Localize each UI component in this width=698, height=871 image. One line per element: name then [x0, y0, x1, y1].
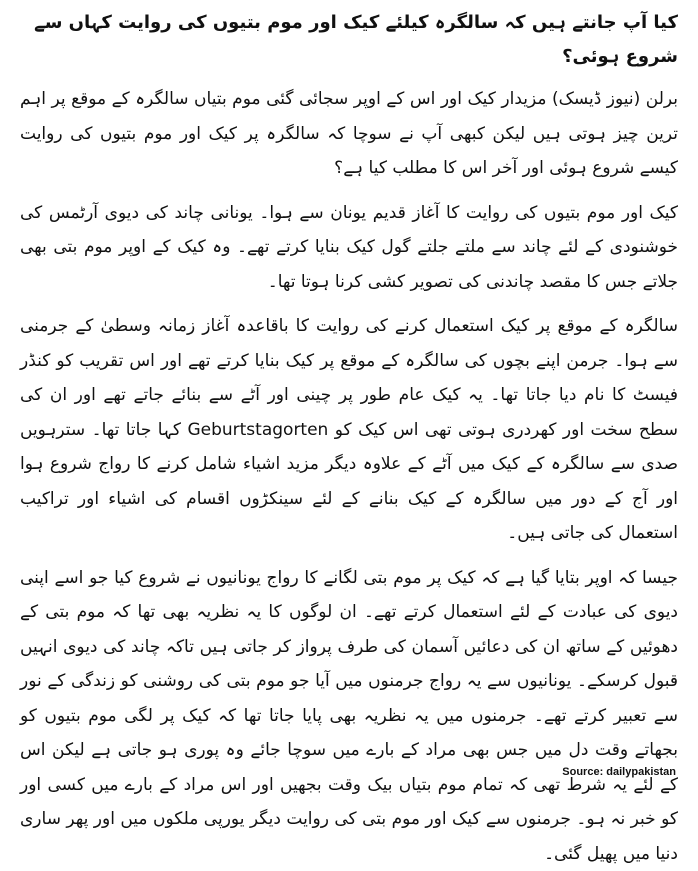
source-credit: Source: dailypakistan [562, 766, 676, 778]
article-paragraph-1: برلن (نیوز ڈیسک) مزیدار کیک اور اس کے اوپر سجائی گئی موم بتیاں سالگرہ کے موقع پر اہم ترین چیز ہوتی ہیں لیکن کبھی آپ نے سوچا کہ سالگرہ پر کیک اور موم بتیوں کی روایت کیسے شروع ہوئی اور آخر اس کا مطلب کیا ہے؟ [20, 82, 678, 186]
article-title: کیا آپ جانتے ہیں کہ سالگرہ کیلئے کیک اور موم بتیوں کی روایت کہاں سے شروع ہوئی؟ [20, 6, 678, 74]
article-paragraph-3: سالگرہ کے موقع پر کیک استعمال کرنے کی روایت کا باقاعدہ آغاز زمانہ وسطیٰ کے جرمنی سے ہوا۔ جرمن اپنے بچوں کی سالگرہ کے موقع پر کیک بنایا کرتے تھے اور اس تقریب کو کنڈر فیسٹ کا نام دیا جاتا تھا۔ یہ کیک عام طور پر چینی اور آٹے سے بنائے جاتے تھے اور ان کی سطح سخت اور کھردری ہوتی تھی اس کیک کو Geburtstagorten کہا جاتا تھا۔ سترہویں صدی سے سالگرہ کے کیک میں آٹے کے علاوہ دیگر مزید اشیاء شامل کرنے کا رواج شروع ہوا اور آج کے دور میں سالگرہ کے کیک بنانے کے لئے سینکڑوں اقسام کی اشیاء اور تراکیب استعمال کی جاتی ہیں۔ [20, 309, 678, 551]
article-paragraph-4: جیسا کہ اوپر بتایا گیا ہے کہ کیک پر موم بتی لگانے کا رواج یونانیوں نے شروع کیا جو اسے اپنی دیوی کی عبادت کے لئے استعمال کرتے تھے۔ ان لوگوں کا یہ نظریہ بھی تھا کہ موم بتی کے دھوئیں کے ساتھ ان کی دعائیں آسمان کی طرف پرواز کر جاتی ہیں تاکہ چاند کی دیوی انہیں قبول کرسکے۔ یونانیوں سے یہ رواج جرمنوں میں آیا جو موم بتی کی روشنی کو زندگی کے نور سے تعبیر کرتے تھے۔ جرمنوں میں یہ نظریہ بھی پایا جاتا تھا کہ کیک پر لگی موم بتیوں کو بجھاتے وقت دل میں جس بھی مراد کے بارے میں سوچا جائے وہ پوری ہو جاتی ہے لیکن اس کے لئے یہ شرط تھی کہ تمام موم بتیاں بیک وقت بجھیں اور اس مراد کے بارے میں کسی اور کو خبر نہ ہو۔ جرمنوں سے کیک اور موم بتی کی روایت دیگر یورپی ملکوں میں اور پھر ساری دنیا میں پھیل گئی۔ [20, 561, 678, 871]
article-paragraph-2: کیک اور موم بتیوں کی روایت کا آغاز قدیم یونان سے ہوا۔ یونانی چاند کی دیوی آرٹمس کی خوشنودی کے لئے چاند سے ملتے جلتے گول کیک بنایا کرتے تھے۔ وہ کیک کے اوپر موم بتی بھی جلاتے جس کا مقصد چاندنی کی تصویر کشی کرنا ہوتا تھا۔ [20, 196, 678, 300]
